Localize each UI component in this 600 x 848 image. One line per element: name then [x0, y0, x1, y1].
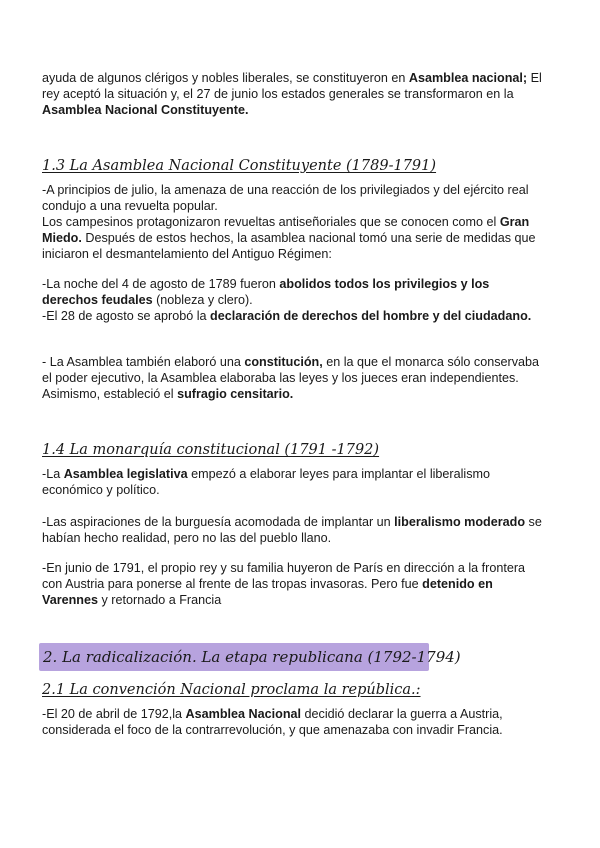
intro-text: El rey aceptó la situación y, el 27 de junio los estados generales se transformaron en la [42, 71, 542, 101]
s13-paragraph-4 [42, 308, 542, 324]
s13-text: -El 28 de agosto se aprobó la [42, 309, 211, 323]
s14-text: se habían hecho realidad, pero no las del pueblo llano. [42, 515, 542, 545]
s13-text: Los campesinos protagonizaron revueltas antiseñoriales que se conocen como el [42, 215, 500, 229]
s13-paragraph-1: -A principios de julio, la amenaza de una reacción de los privilegiados y del ejército real condujo a una revuelta popular. [42, 183, 529, 213]
s14-paragraph-2 [42, 514, 542, 546]
s13-paragraph-2 [42, 214, 542, 262]
section-2-highlight [39, 643, 461, 671]
s13-text: en la que el monarca sólo conservaba el poder ejecutivo, la Asamblea elaboraba las leyes y los jueces eran independientes. Asimismo, estableció el [42, 355, 540, 401]
s21-bold-asamblea-nacional: Asamblea Nacional [185, 707, 302, 721]
s14-bold-liberalismo: liberalismo moderado [394, 515, 526, 529]
intro-bold-constituyente: Asamblea Nacional Constituyente. [42, 103, 249, 117]
s14-paragraph-3 [42, 560, 542, 608]
heading-1-4: 1.4 La monarquía constitucional (1791 -1792) [42, 442, 380, 458]
s13-bold-abolidos: abolidos todos los privilegios y los derechos feudales [42, 277, 490, 307]
s13-text: (nobleza y clero). [152, 293, 253, 307]
s14-text: -En junio de 1791, el propio rey y su familia huyeron de París en dirección a la frontera con Austria para ponerse al frente de las tropas invasoras. Pero fue [42, 561, 526, 591]
intro-paragraph [42, 70, 542, 118]
s14-bold-varennes: detenido en Varennes [42, 577, 493, 607]
s13-bold-constitucion: constitución, [244, 355, 323, 369]
s14-text: empezó a elaborar leyes para implantar el liberalismo económico y político. [42, 467, 491, 497]
s14-text: -La [42, 467, 64, 481]
s14-text: y retornado a Francia [98, 593, 222, 607]
intro-bold-asamblea: Asamblea nacional; [408, 71, 528, 85]
intro-text: ayuda de algunos clérigos y nobles liberales, se constituyeron en [42, 71, 409, 85]
s13-bold-declaracion: declaración de derechos del hombre y del ciudadano. [210, 309, 532, 323]
s14-text: -Las aspiraciones de la burguesía acomodada de implantar un [42, 515, 395, 529]
heading-2-1: 2.1 La convención Nacional proclama la república.: [42, 682, 421, 698]
s21-paragraph-1 [42, 706, 542, 738]
heading-1-3: 1.3 La Asamblea Nacional Constituyente (1789-1791) [42, 158, 437, 174]
s13-text: Después de estos hechos, la asamblea nacional tomó una serie de medidas que iniciaron el desmantelamiento del Antiguo Régimen: [42, 231, 536, 261]
s14-bold-asamblea-legislativa: Asamblea legislativa [63, 467, 188, 481]
heading-2: 2. La radicalización. La etapa republicana (1792-1794) [43, 648, 461, 666]
s21-text: decidió declarar la guerra a Austria, considerada el foco de la contrarrevolución, y que amenazaba con invadir Francia. [42, 707, 503, 737]
s13-text: -La noche del 4 de agosto de 1789 fueron [42, 277, 280, 291]
s13-text: - La Asamblea también elaboró una [42, 355, 245, 369]
s13-paragraph-3 [42, 276, 542, 308]
s21-text: -El 20 de abril de 1792,la [42, 707, 186, 721]
s14-paragraph-1 [42, 466, 542, 498]
s13-bold-sufragio: sufragio censitario. [177, 387, 294, 401]
s13-paragraph-5 [42, 354, 542, 402]
s13-bold-gran-miedo: Gran Miedo. [42, 215, 530, 245]
